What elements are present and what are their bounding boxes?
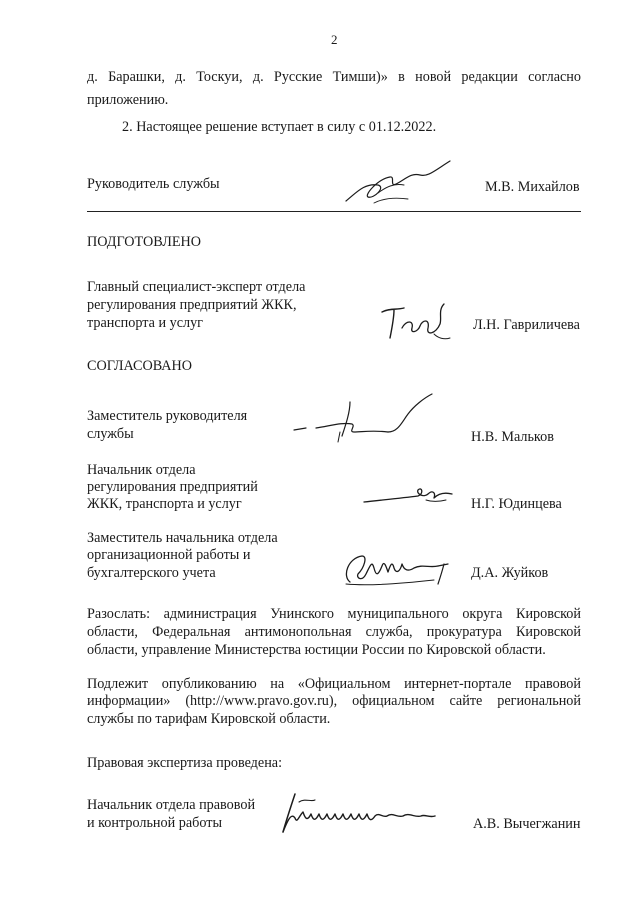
head-name: М.В. Михайлов xyxy=(485,179,580,195)
signer-1-signature xyxy=(290,392,445,447)
signer-2-position-line-2: регулирования предприятий xyxy=(87,479,258,495)
prepared-position-line-3: транспорта и услуг xyxy=(87,315,203,331)
prepared-position-line-2: регулирования предприятий ЖКК, xyxy=(87,297,297,313)
head-signature xyxy=(338,153,468,211)
signer-3-position-line-3: бухгалтерского учета xyxy=(87,565,216,581)
divider-line xyxy=(87,211,581,212)
prepared-signature xyxy=(380,298,455,343)
distribution-line-1: Разослать: администрация Унинского муниципального округа Кировской xyxy=(87,606,581,622)
head-position: Руководитель службы xyxy=(87,176,220,192)
intro-line-1: д. Барашки, д. Тоскуи, д. Русские Тимши)» в новой редакции согласно xyxy=(87,69,581,85)
signer-1-position-line-1: Заместитель руководителя xyxy=(87,408,248,424)
legal-signature xyxy=(275,788,440,838)
legal-review-statement: Правовая экспертиза проведена: xyxy=(87,755,283,771)
prepared-position-line-1: Главный специалист-эксперт отдела xyxy=(87,279,306,295)
legal-position-line-2: и контрольной работы xyxy=(87,815,222,831)
signer-3-name: Д.А. Жуйков xyxy=(471,565,549,581)
signer-3-position-line-1: Заместитель начальника отдела xyxy=(87,530,278,546)
agreed-heading: СОГЛАСОВАНО xyxy=(87,358,193,374)
legal-position-line-1: Начальник отдела правовой xyxy=(87,797,256,813)
distribution-line-2: области, Федеральная антимонопольная служба, прокуратура Кировской xyxy=(87,624,581,640)
intro-line-2: приложению. xyxy=(87,92,169,108)
prepared-heading: ПОДГОТОВЛЕНО xyxy=(87,234,201,250)
publication-line-3: службы по тарифам Кировской области. xyxy=(87,711,331,727)
signer-2-position-line-3: ЖКК, транспорта и услуг xyxy=(87,496,242,512)
signer-3-position-line-2: организационной работы и xyxy=(87,547,251,563)
page-number: 2 xyxy=(331,32,338,47)
prepared-name: Л.Н. Гавриличева xyxy=(473,317,580,333)
distribution-line-3: области, управление Министерства юстиции России по Кировской области. xyxy=(87,642,546,658)
signer-2-name: Н.Г. Юдинцева xyxy=(471,496,562,512)
legal-name: А.В. Вычегжанин xyxy=(473,816,581,832)
signer-2-position-line-1: Начальник отдела xyxy=(87,462,196,478)
signer-2-signature xyxy=(362,480,457,512)
intro-item-2: 2. Настоящее решение вступает в силу с 01.12.2022. xyxy=(122,119,437,135)
publication-line-2: информации» (http://www.pravo.gov.ru), официальном сайте региональной xyxy=(87,693,581,709)
signer-3-signature xyxy=(338,546,458,590)
publication-line-1: Подлежит опубликованию на «Официальном интернет-портале правовой xyxy=(87,676,581,692)
signer-1-position-line-2: службы xyxy=(87,426,134,442)
signer-1-name: Н.В. Мальков xyxy=(471,429,554,445)
